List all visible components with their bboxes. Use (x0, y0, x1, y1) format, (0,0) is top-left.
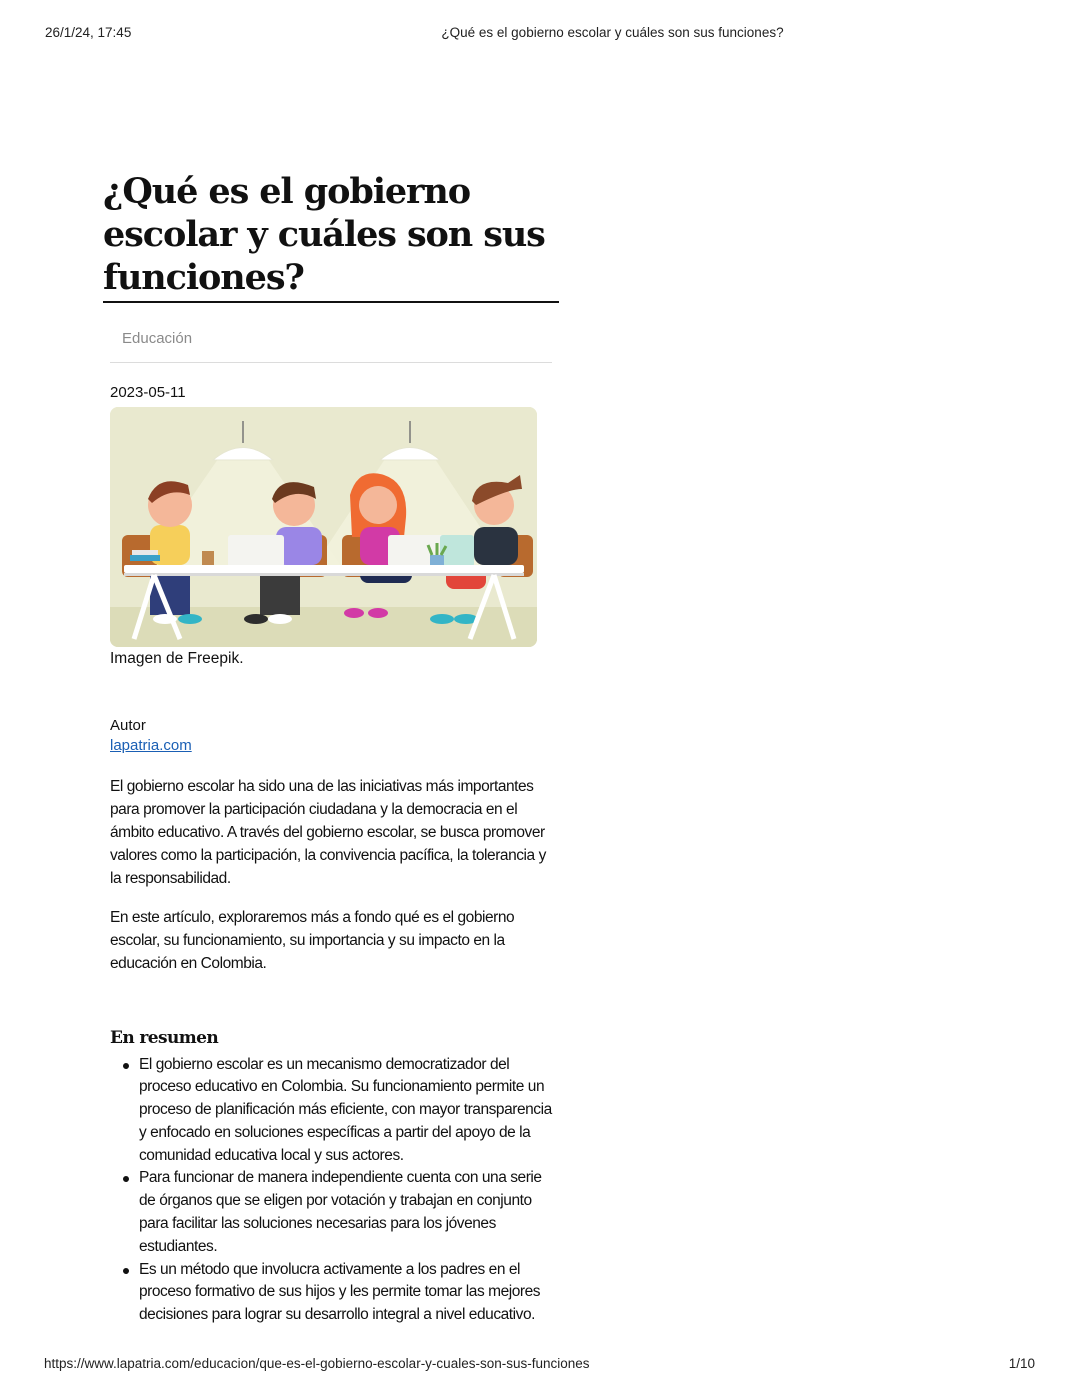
list-item (103, 1054, 558, 1168)
image-caption: Imagen de Freepik. (110, 650, 244, 667)
article (103, 170, 559, 1327)
summary-item-text: El gobierno escolar es un mecanismo democratizador del proceso educativo en Colombia. Su funcionamiento permite un proceso de planificación más eficiente, con mayor transparencia y enfocado en soluciones específicas a partir del apoyo de la comunidad educativa local y sus actores. (139, 1055, 552, 1164)
print-header (0, 25, 1080, 43)
list-item (103, 1167, 558, 1258)
print-page-title: ¿Qué es el gobierno escolar y cuáles son sus funciones? (441, 25, 784, 40)
print-footer (0, 1356, 1080, 1374)
summary-list (103, 1054, 558, 1328)
overview-paragraph: En este artículo, exploraremos más a fondo qué es el gobierno escolar, su funcionamiento, su importancia y su impacto en la educación en Colombia. (110, 908, 515, 972)
students-at-table-illustration (110, 407, 537, 647)
author-link[interactable]: lapatria.com (110, 737, 192, 754)
list-item (103, 1259, 558, 1327)
summary-item-text: Es un método que involucra activamente a los padres en el proceso formativo de sus hijos y les permite tomar las mejores decisiones para lograr su desarrollo integral a nivel educativo. (139, 1260, 541, 1324)
category-link[interactable]: Educación (122, 330, 193, 347)
hero-illustration (110, 407, 537, 647)
publish-date: 2023-05-11 (110, 384, 186, 401)
author-label: Autor (110, 717, 146, 734)
article-title: ¿Qué es el gobierno escolar y cuáles son sus funciones? (103, 170, 559, 303)
print-page-number: 1/10 (1008, 1356, 1035, 1371)
intro-paragraph: El gobierno escolar ha sido una de las iniciativas más importantes para promover la participación ciudadana y la democracia en el ámbito educativo. A través del gobierno escolar, se busca promover valores como la participación, la convivencia pacífica, la tolerancia y la responsabilidad. (110, 778, 546, 887)
bullet-dot-icon (123, 1268, 129, 1274)
category-row (110, 303, 552, 363)
summary-heading: En resumen (110, 1027, 219, 1048)
print-url: https://www.lapatria.com/educacion/que-es-el-gobierno-escolar-y-cuales-son-sus-funciones (44, 1356, 590, 1371)
bullet-dot-icon (123, 1063, 129, 1069)
print-datetime: 26/1/24, 17:45 (45, 25, 132, 40)
summary-item-text: Para funcionar de manera independiente cuenta con una serie de órganos que se eligen por votación y trabajan en conjunto para facilitar las soluciones necesarias para los jóvenes estudiantes. (139, 1169, 542, 1255)
bullet-dot-icon (123, 1176, 129, 1182)
